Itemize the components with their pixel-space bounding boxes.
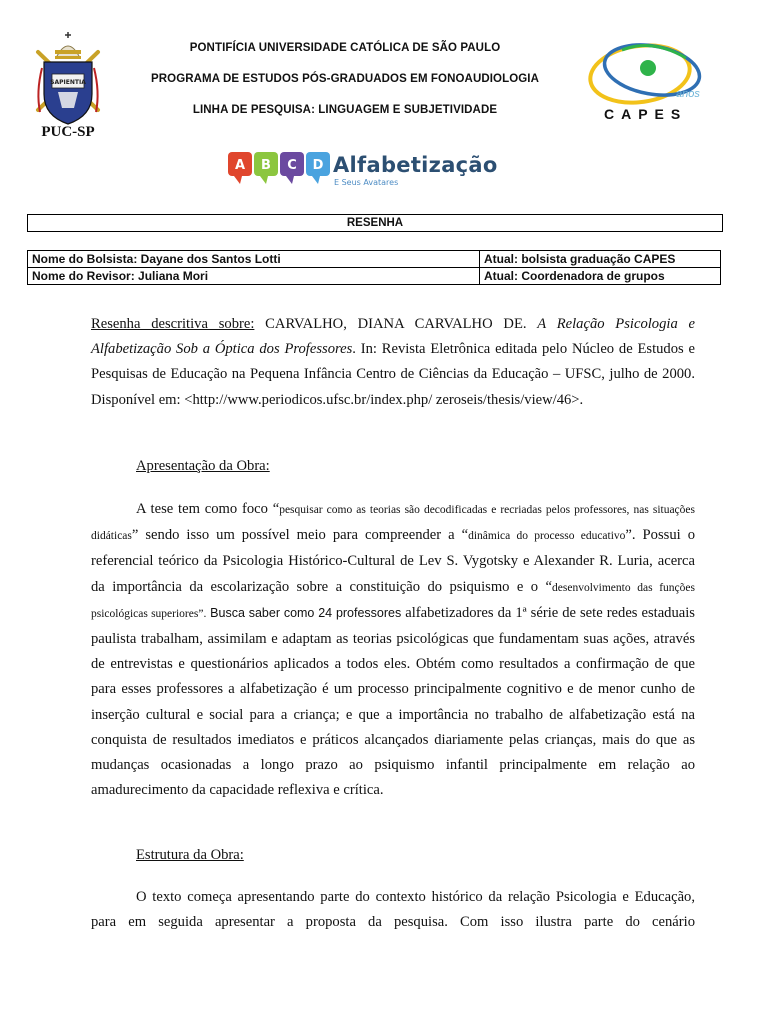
table-row	[28, 251, 721, 268]
abcd-letter-b: B	[261, 158, 271, 173]
section-heading-estrutura: Estrutura da Obra:	[136, 847, 244, 863]
project-title: Alfabetização	[333, 153, 498, 177]
revisor-status-cell: Atual: Coordenadora de grupos	[480, 268, 721, 285]
estrutura-paragraph	[91, 885, 695, 935]
capes-anos-label: anos	[676, 88, 700, 100]
reference-available: Disponível em: <http://www.periodicos.ufsc.br/index.php/ zeroseis/thesis/view/46>.	[91, 391, 584, 408]
apresentacao-paragraph	[91, 497, 695, 803]
text-run: alfabetizadores da 1ª série de sete redes estaduais paulista trabalham, assimilam e adaptam as teorias psicológicas que fundamentam suas ações, através de entrevistas e questionários aplicados a todos eles. Obtém como resultados a confirmação de que para esses professores a alfabetização é um processo principalmente cognitivo e de menor cunho de inserção cultural e social para a criança; e que a importância no trabalho de alfabetização está na conquista de resultados imediatos e práticos alcançados diariamente pelas crianças, mais do que as mudanças ocasionadas a longo prazo ao psiquismo infantil principalmente em relação ao amadurecimento da capacidade reflexiva e crítica.	[91, 604, 695, 799]
resenha-title-box: RESENHA	[27, 214, 723, 232]
svg-text:SAPIENTIA: SAPIENTIA	[50, 79, 86, 86]
capes-label: CAPES	[604, 106, 688, 122]
university-name: PONTIFÍCIA UNIVERSIDADE CATÓLICA DE SÃO PAULO	[189, 42, 501, 54]
reference-details: . In: Revista Eletrônica editada pelo Núcleo de Estudos e Pesquisas de Educação na Pequena Infância Centro de Ciências da Educação – UFSC, julho de 2000.	[91, 341, 695, 383]
bolsista-name-cell: Nome do Bolsista: Dayane dos Santos Lotti	[28, 251, 480, 268]
abcd-blocks-logo	[226, 150, 336, 190]
reference-paragraph	[91, 312, 695, 413]
reference-label: Resenha descritiva sobre:	[91, 316, 255, 332]
quote-dinamica: dinâmica do processo educativo	[468, 530, 626, 543]
text-run: O texto começa apresentando parte do contexto histórico da relação Psicologia e Educação, para em seguida apresentar a proposta da pesquisa. Com isso ilustra parte do cenário	[91, 889, 695, 931]
abcd-letter-a: A	[234, 158, 246, 173]
section-heading-apresentacao: Apresentação da Obra:	[136, 458, 270, 474]
research-line: LINHA DE PESQUISA: LINGUAGEM E SUBJETIVIDADE	[192, 104, 498, 116]
project-subtitle: E Seus Avatares	[334, 178, 399, 187]
abcd-letter-d: D	[312, 158, 324, 173]
text-run: ”.	[198, 607, 207, 620]
table-row	[28, 268, 721, 285]
reference-work-title: A Relação Psicologia e Alfabetização Sob a Óptica dos Professores	[91, 316, 695, 358]
puc-sp-label: PUC-SP	[41, 124, 95, 140]
text-run: Busca saber como 24 professores	[206, 605, 402, 620]
bolsista-status-cell: Atual: bolsista graduação CAPES	[480, 251, 721, 268]
program-name: PROGRAMA DE ESTUDOS PÓS-GRADUADOS EM FONOAUDIOLOGIA	[150, 73, 540, 85]
reference-author: CARVALHO, DIANA CARVALHO DE.	[265, 316, 527, 332]
text-run: ”. Possui o referencial teórico da Psicologia Histórico-Cultural de Lev S. Vygotsky e Alexander R. Luria, acerca da importância da escolarização sobre a constituição do psiquismo e o “	[91, 527, 695, 595]
info-table	[27, 250, 721, 285]
quote-funcoes: desenvolvimento das funções psicológicas superiores	[91, 581, 695, 620]
text-run: ” sendo isso um possível meio para compreender a “	[131, 527, 469, 544]
quote-foco: pesquisar como as teorias são decodificadas e recriadas pelos professores, nas situações didáticas	[91, 504, 695, 543]
abcd-letter-c: C	[287, 158, 297, 173]
text-run: A tese tem como foco “	[136, 501, 280, 517]
revisor-name-cell: Nome do Revisor: Juliana Mori	[28, 268, 480, 285]
